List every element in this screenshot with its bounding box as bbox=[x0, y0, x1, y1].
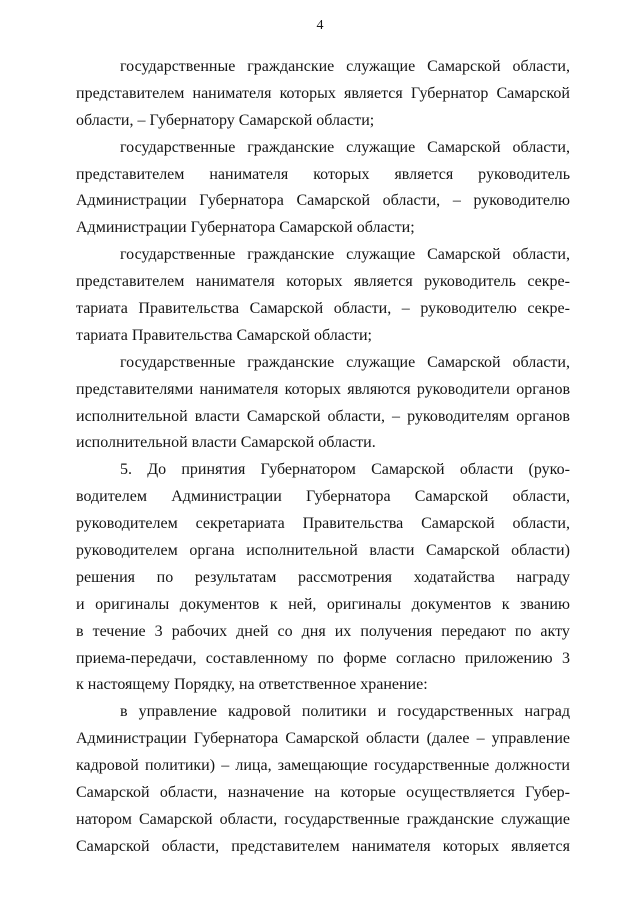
text-line: Администрации Губернатора Самарской области; bbox=[76, 219, 415, 237]
text-line: представителем нанимателя которых является руководитель секре- bbox=[76, 273, 570, 291]
text-line: тариата Правительства Самарской области, – руководителю секре- bbox=[76, 300, 570, 318]
text-line: натором Самарской области, государственные гражданские служащие bbox=[76, 810, 570, 828]
text-line: Самарской области, представителем нанимателя которых является bbox=[76, 837, 570, 855]
text-line: к настоящему Порядку, на ответственное хранение: bbox=[76, 676, 428, 694]
text-line: представителем нанимателя которых является Губернатор Самарской bbox=[76, 84, 570, 102]
text-line: представителями нанимателя которых являются руководители органов bbox=[76, 380, 570, 398]
page-number: 4 bbox=[316, 18, 324, 33]
text-line: кадровой политики) – лица, замещающие государственные должности bbox=[76, 757, 570, 775]
text-line: Самарской области, назначение на которые осуществляется Губер- bbox=[76, 784, 570, 802]
text-line: 5. До принятия Губернатором Самарской области (руко- bbox=[120, 461, 570, 479]
text-line: исполнительной власти Самарской области. bbox=[76, 434, 376, 452]
text-line: в течение 3 рабочих дней со дня их получения передают по акту bbox=[76, 622, 570, 640]
text-line: водителем Администрации Губернатора Самарской области, bbox=[76, 488, 570, 506]
text-line: государственные гражданские служащие Самарской области, bbox=[120, 138, 570, 156]
text-line: государственные гражданские служащие Самарской области, bbox=[120, 58, 570, 75]
text-line: решения по результатам рассмотрения ходатайства награду bbox=[76, 568, 570, 586]
text-line: исполнительной власти Самарской области, – руководителям органов bbox=[76, 407, 570, 425]
text-line: Администрации Губернатора Самарской области, – руководителю bbox=[76, 192, 570, 210]
text-line: Администрации Губернатора Самарской области (далее – управление bbox=[76, 730, 570, 748]
text-line: в управление кадровой политики и государственных наград bbox=[120, 703, 570, 721]
text-line: области, – Губернатору Самарской области; bbox=[76, 111, 375, 129]
text-line: тариата Правительства Самарской области; bbox=[76, 326, 372, 344]
text-line: и оригиналы документов к ней, оригиналы документов к званию bbox=[76, 595, 570, 613]
text-line: представителем нанимателя которых является руководитель bbox=[76, 165, 570, 183]
text-line: государственные гражданские служащие Самарской области, bbox=[120, 353, 570, 371]
text-line: руководителем секретариата Правительства Самарской области, bbox=[76, 515, 570, 533]
text-line: руководителем органа исполнительной власти Самарской области) bbox=[76, 542, 570, 560]
text-line: приема-передачи, составленному по форме согласно приложению 3 bbox=[76, 649, 570, 667]
document-body bbox=[76, 54, 570, 861]
text-line: государственные гражданские служащие Самарской области, bbox=[120, 246, 570, 264]
